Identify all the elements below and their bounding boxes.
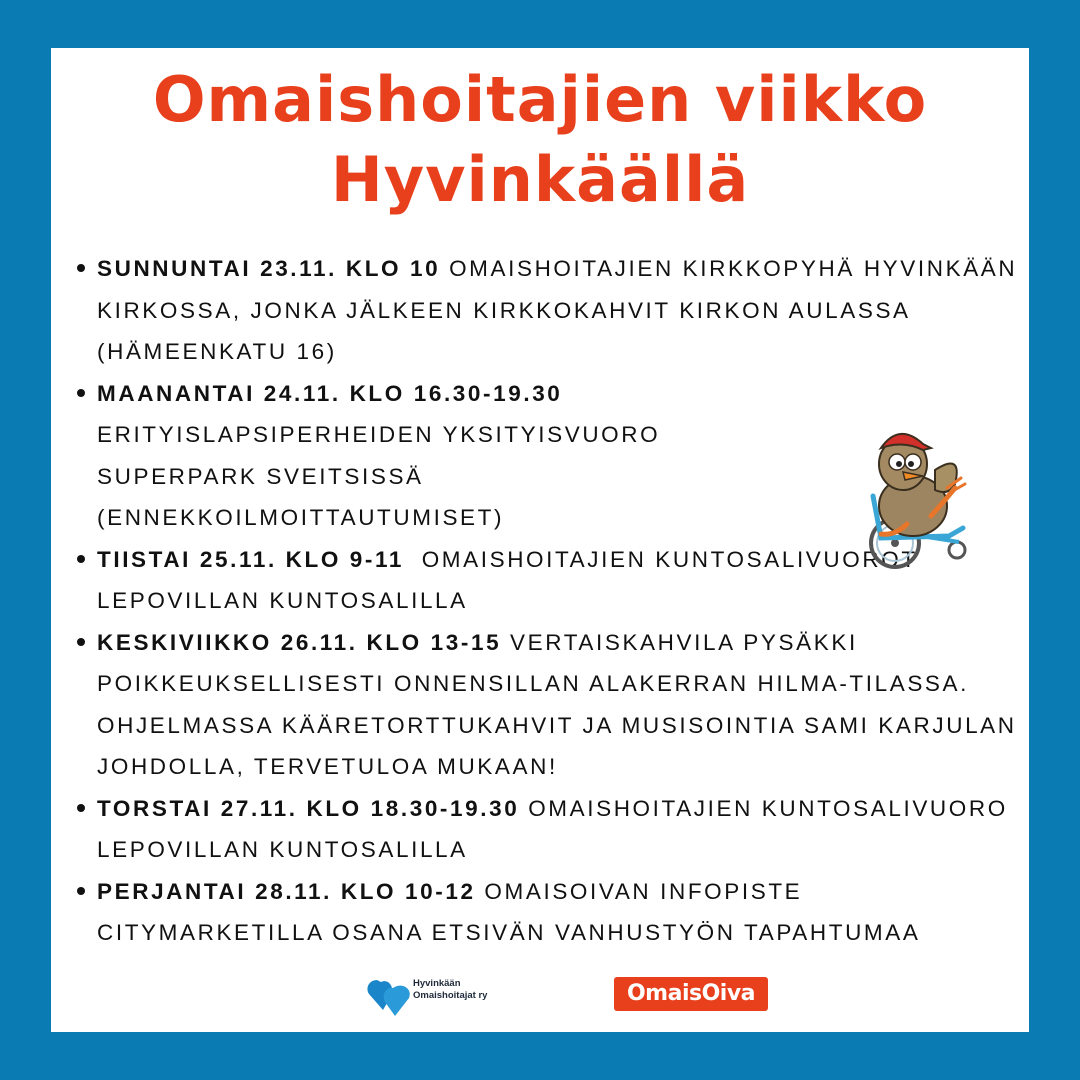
bird-in-wheelchair-icon [851,418,976,573]
event-when: SUNNUNTAI 23.11. KLO 10 [97,256,441,281]
event-what: OMAISHOITAJIEN KUNTOSALIVUORO LEPOVILLAN KUNTOSALILLA [97,795,1008,862]
title-line-2: Hyvinkäällä [330,143,750,216]
event-what: OMAISHOITAJIEN KUNTOSALIVUOROT LEPOVILLAN KUNTOSALILLA [97,546,918,613]
event-what: ERITYISLAPSIPERHEIDEN YKSITYISVUORO SUPERPARK SVEITSISSÄ (ENNEKKOILMOITTAUTUMISET) [97,422,661,530]
event-list [97,248,1032,954]
event-item [97,871,1032,954]
title-line-1: Omaishoitajien viikko [152,63,928,136]
event-item [97,788,1032,871]
poster-card [51,48,1029,1032]
event-when: KESKIVIIKKO 26.11. KLO 13-15 [97,629,502,655]
logo-org-line-1: Hyvinkään [413,978,461,989]
event-what: OMAISOIVAN INFOPISTE CITYMARKETILLA OSANA ETSIVÄN VANHUSTYÖN TAPAHTUMAA [97,878,921,945]
event-when: TIISTAI 25.11. KLO 9-11 [97,546,404,572]
event-what: OMAISHOITAJIEN KIRKKOPYHÄ HYVINKÄÄN KIRKOSSA, JONKA JÄLKEEN KIRKKOKAHVIT KIRKON AULASSA (HÄMEENKATU 16) [97,256,1018,364]
hyvinkaan-omaishoitajat-logo [363,972,533,1020]
event-when: TORSTAI 27.11. KLO 18.30-19.30 [97,795,520,821]
logo-org-line-2: Omaishoitajat ry [413,990,488,1001]
logo-org-text [413,978,487,1002]
omaisoiva-logo: OmaisOiva [614,977,768,1011]
event-item [97,248,1032,373]
hearts-icon [363,974,415,1018]
event-when: PERJANTAI 28.11. KLO 10-12 [97,878,476,904]
poster-title [51,60,1029,220]
event-when: MAANANTAI 24.11. KLO 16.30-19.30 [97,380,563,406]
event-what: VERTAISKAHVILA PYSÄKKI POIKKEUKSELLISESTI ONNENSILLAN ALAKERRAN HILMA-TILASSA. OHJELMASSA KÄÄRETORTTUKAHVIT JA MUSISOINTIA SAMI KARJULAN JOHDOLLA, TERVETULOA MUKAAN! [97,629,1017,779]
event-item [97,622,1032,788]
